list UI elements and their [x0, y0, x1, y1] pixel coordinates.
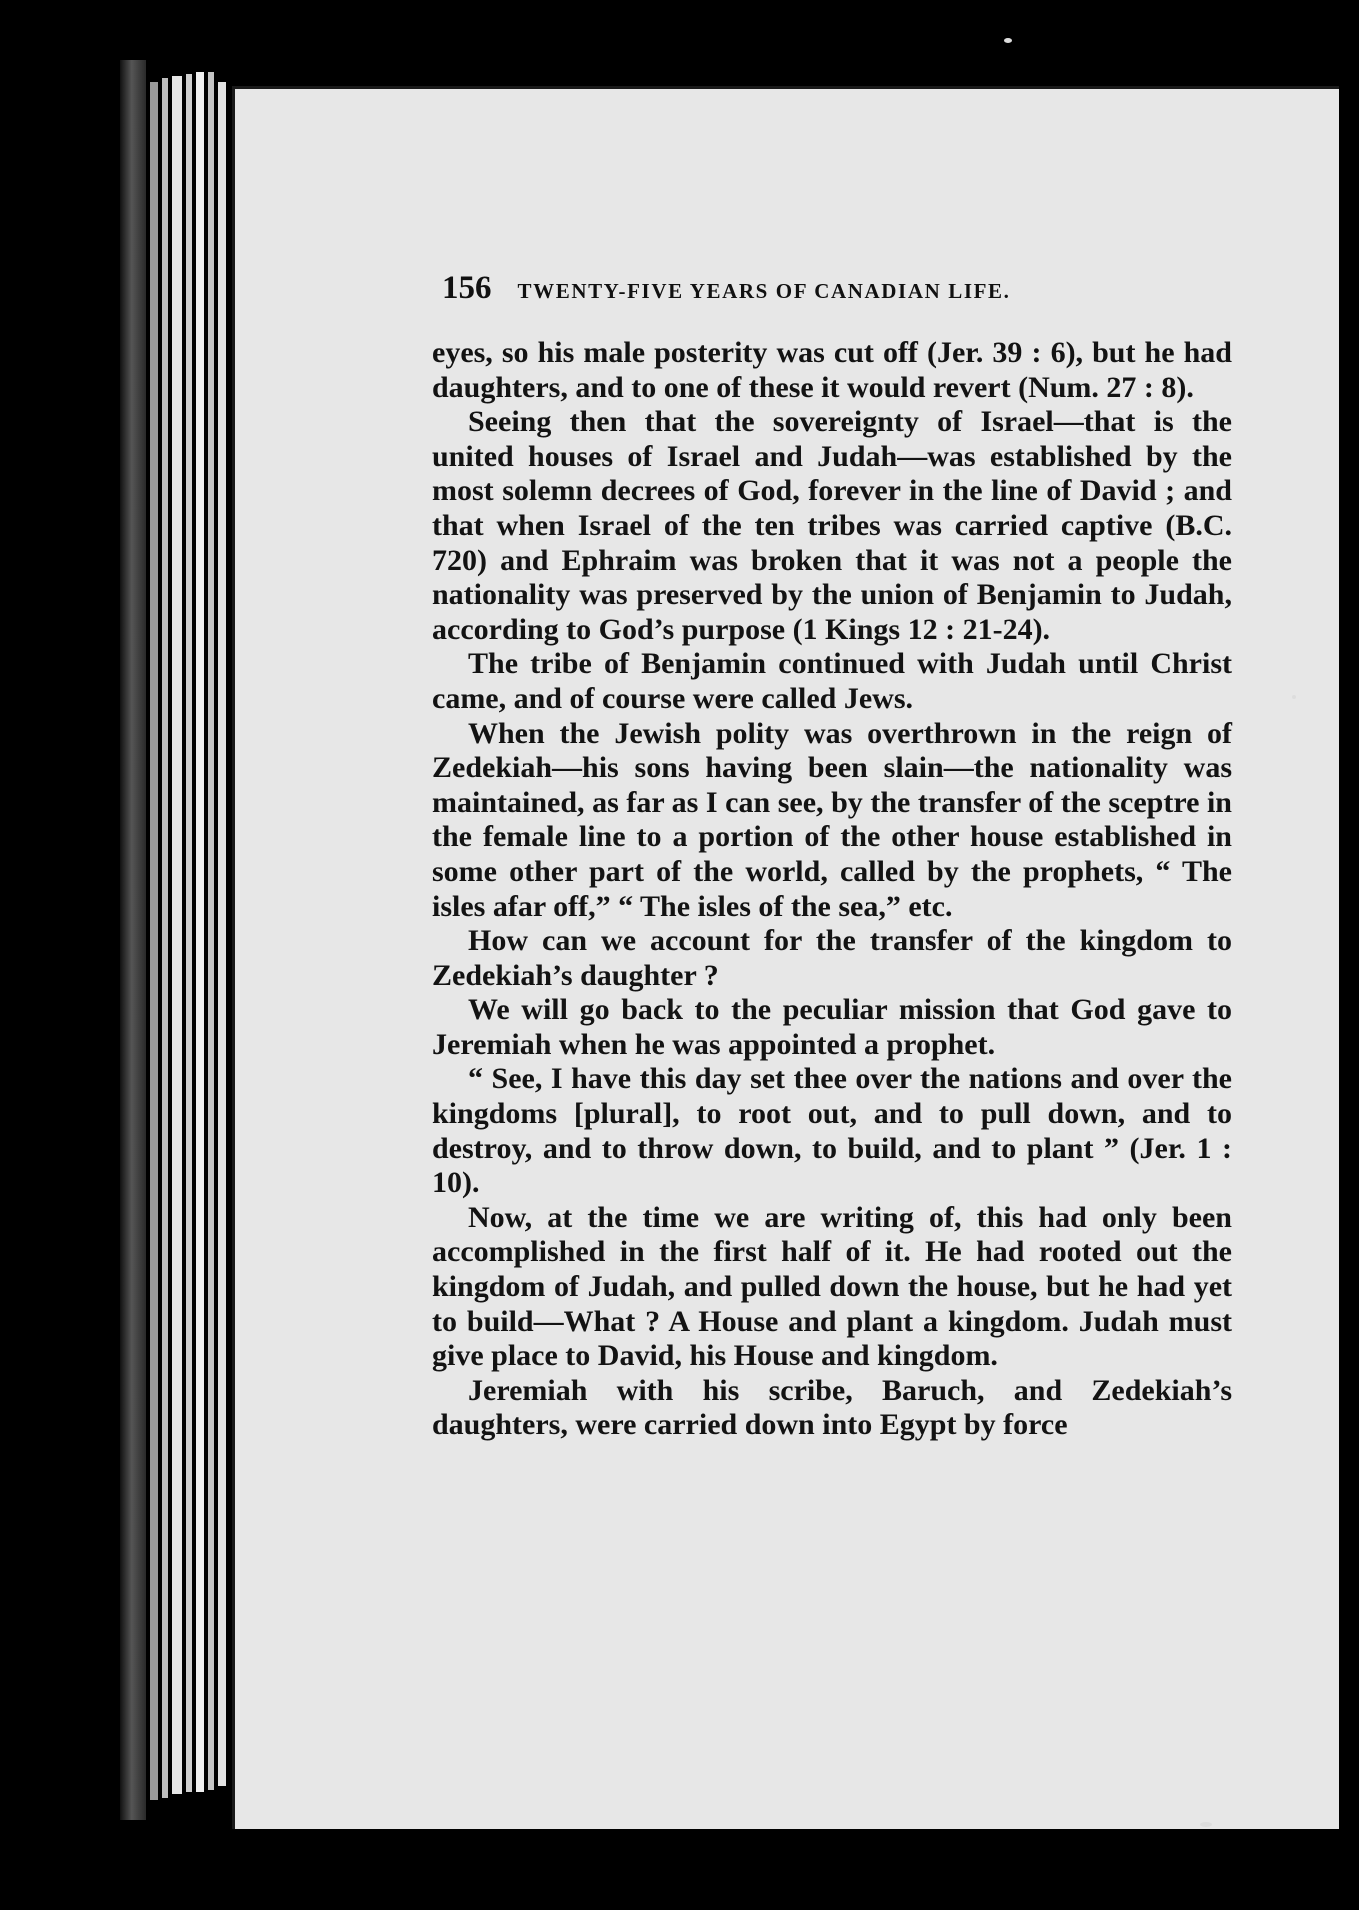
page-edge [186, 74, 192, 1792]
scan-speck [1004, 38, 1012, 43]
paragraph: Jeremiah with his scribe, Baruch, and Zedekiah’s daughters, were carried down into Egypt by force [432, 1373, 1232, 1442]
page-header [442, 270, 1142, 307]
page-edge [150, 82, 158, 1800]
paragraph: “ See, I have this day set thee over the nations and over the kingdoms [plural], to root out, and to pull down, and to destroy, and to throw down, to build, and to plant ” (Jer. 1 : 10). [432, 1062, 1232, 1200]
paragraph: Now, at the time we are writing of, this had only been accomplished in the first half of it. He had rooted out the kingdom of Judah, and pulled down the house, but he had yet to build—What ? A House and plant a kingdom. Judah must give place to David, his House and kingdom. [432, 1200, 1232, 1373]
scan-speck [1200, 1822, 1212, 1827]
scan-speck [1292, 695, 1296, 699]
paragraph: The tribe of Benjamin continued with Judah until Christ came, and of course were called Jews. [432, 647, 1232, 715]
page-edge [196, 72, 204, 1792]
book-spine [120, 60, 146, 1820]
body-text [432, 336, 1232, 1443]
page-edge [172, 76, 182, 1794]
page-edge [218, 82, 226, 1786]
paragraph: We will go back to the peculiar mission that God gave to Jeremiah when he was appointed a prophet. [432, 993, 1232, 1061]
paragraph: How can we account for the transfer of the kingdom to Zedekiah’s daughter ? [432, 924, 1232, 992]
page-edge [208, 72, 214, 1790]
running-title: TWENTY-FIVE YEARS OF CANADIAN LIFE. [517, 279, 1011, 303]
paragraph: eyes, so his male posterity was cut off (Jer. 39 : 6), but he had daughters, and to one of these it would revert (Num. 27 : 8). [432, 336, 1232, 404]
paragraph: Seeing then that the sovereignty of Israel—that is the united houses of Israel and Judah—was established by the most solemn decrees of God, forever in the line of David ; and that when Israel of the ten tribes was carried captive (B.C. 720) and Ephraim was broken that it was not a people the nationality was preserved by the union of Benjamin to Judah, according to God’s purpose (1 Kings 12 : 21-24). [432, 405, 1232, 646]
page-number: 156 [442, 270, 492, 306]
page-edge [162, 78, 168, 1798]
paragraph: When the Jewish polity was overthrown in the reign of Zedekiah—his sons having been slain—the nationality was maintained, as far as I can see, by the transfer of the sceptre in the female line to a portion of the other house established in some other part of the world, called by the prophets, “ The isles afar off,” “ The isles of the sea,” etc. [432, 716, 1232, 923]
